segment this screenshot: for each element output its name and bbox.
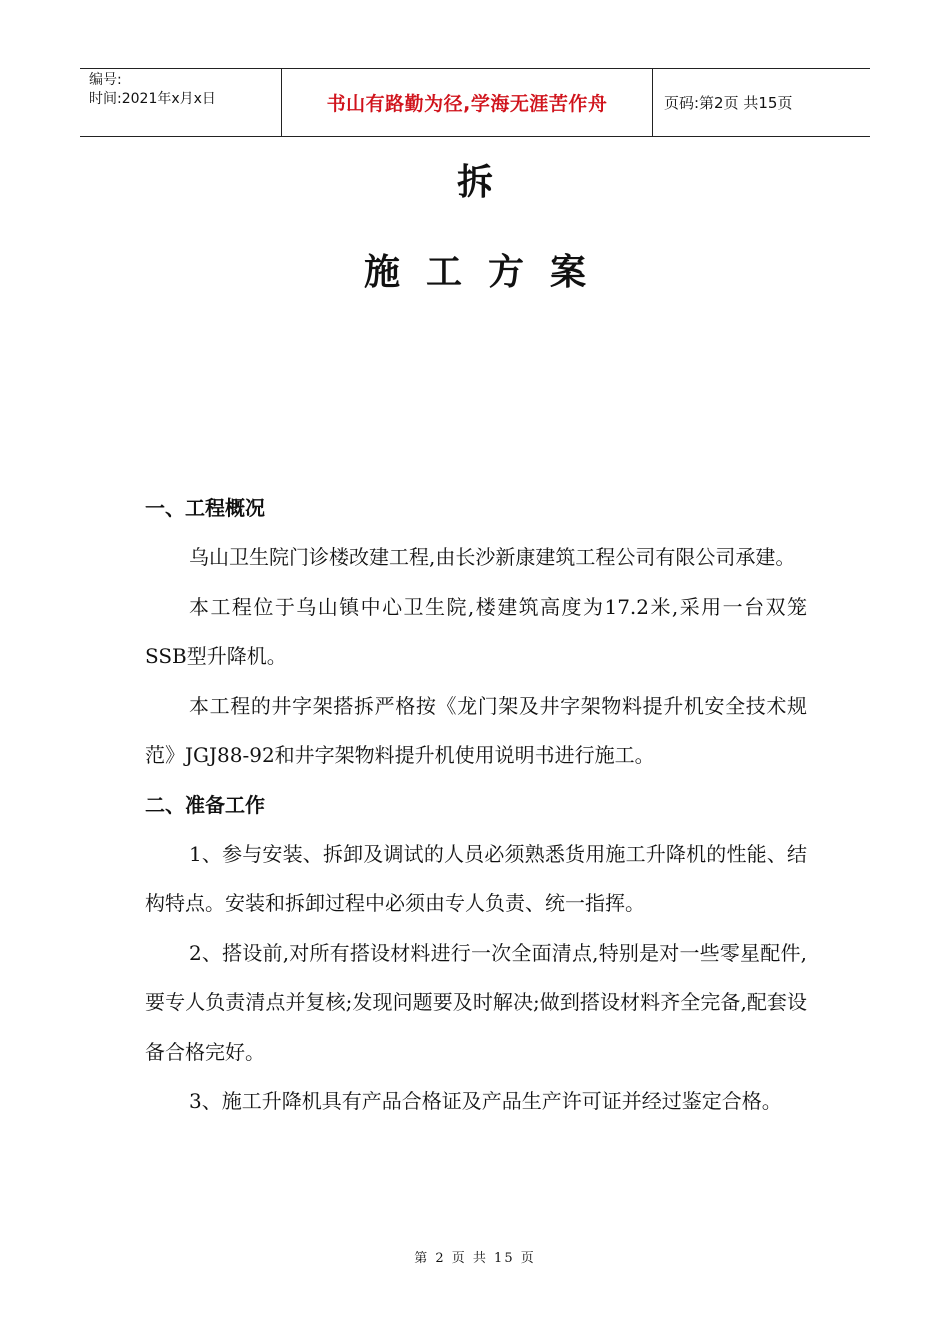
page-footer: 第 2 页 共 15 页 — [414, 1251, 536, 1266]
section-heading: 二、准备工作 — [145, 792, 265, 817]
paragraph: 本工程位于乌山镇中心卫生院,楼建筑高度为17.2米,采用一台双笼SSB型升降机。 — [145, 594, 807, 668]
number-label: 编号: — [89, 72, 122, 88]
header-page-info: 页码:第2页 共15页 — [664, 94, 793, 112]
section-heading: 一、工程概况 — [145, 496, 265, 520]
paragraph: 3、施工升降机具有产品合格证及产品生产许可证并经过鉴定合格。 — [189, 1089, 782, 1113]
header-meta — [80, 69, 281, 136]
header-motto: 书山有路勤为径,学海无涯苦作舟 — [281, 69, 653, 136]
document-body — [145, 484, 807, 1127]
paragraph: 本工程的井字架搭拆严格按《龙门架及井字架物料提升机安全技术规范》JGJ88-92和井字架物料提升机使用说明书进行施工。 — [145, 693, 807, 767]
paragraph: 1、参与安装、拆卸及调试的人员必须熟悉货用施工升降机的性能、结构特点。安装和拆卸过程中必须由专人负责、统一指挥。 — [145, 841, 807, 915]
time-label: 时间:2021年x月x日 — [89, 91, 216, 107]
document-title-line1: 拆 — [456, 162, 493, 203]
document-header — [80, 68, 870, 137]
paragraph: 乌山卫生院门诊楼改建工程,由长沙新康建筑工程公司有限公司承建。 — [189, 545, 796, 569]
paragraph: 2、搭设前,对所有搭设材料进行一次全面清点,特别是对一些零星配件,要专人负责清点并复核;发现问题要及时解决;做到搭设材料齐全完备,配套设备合格完好。 — [145, 940, 807, 1064]
document-title-line2: 施工方案 — [363, 252, 612, 293]
